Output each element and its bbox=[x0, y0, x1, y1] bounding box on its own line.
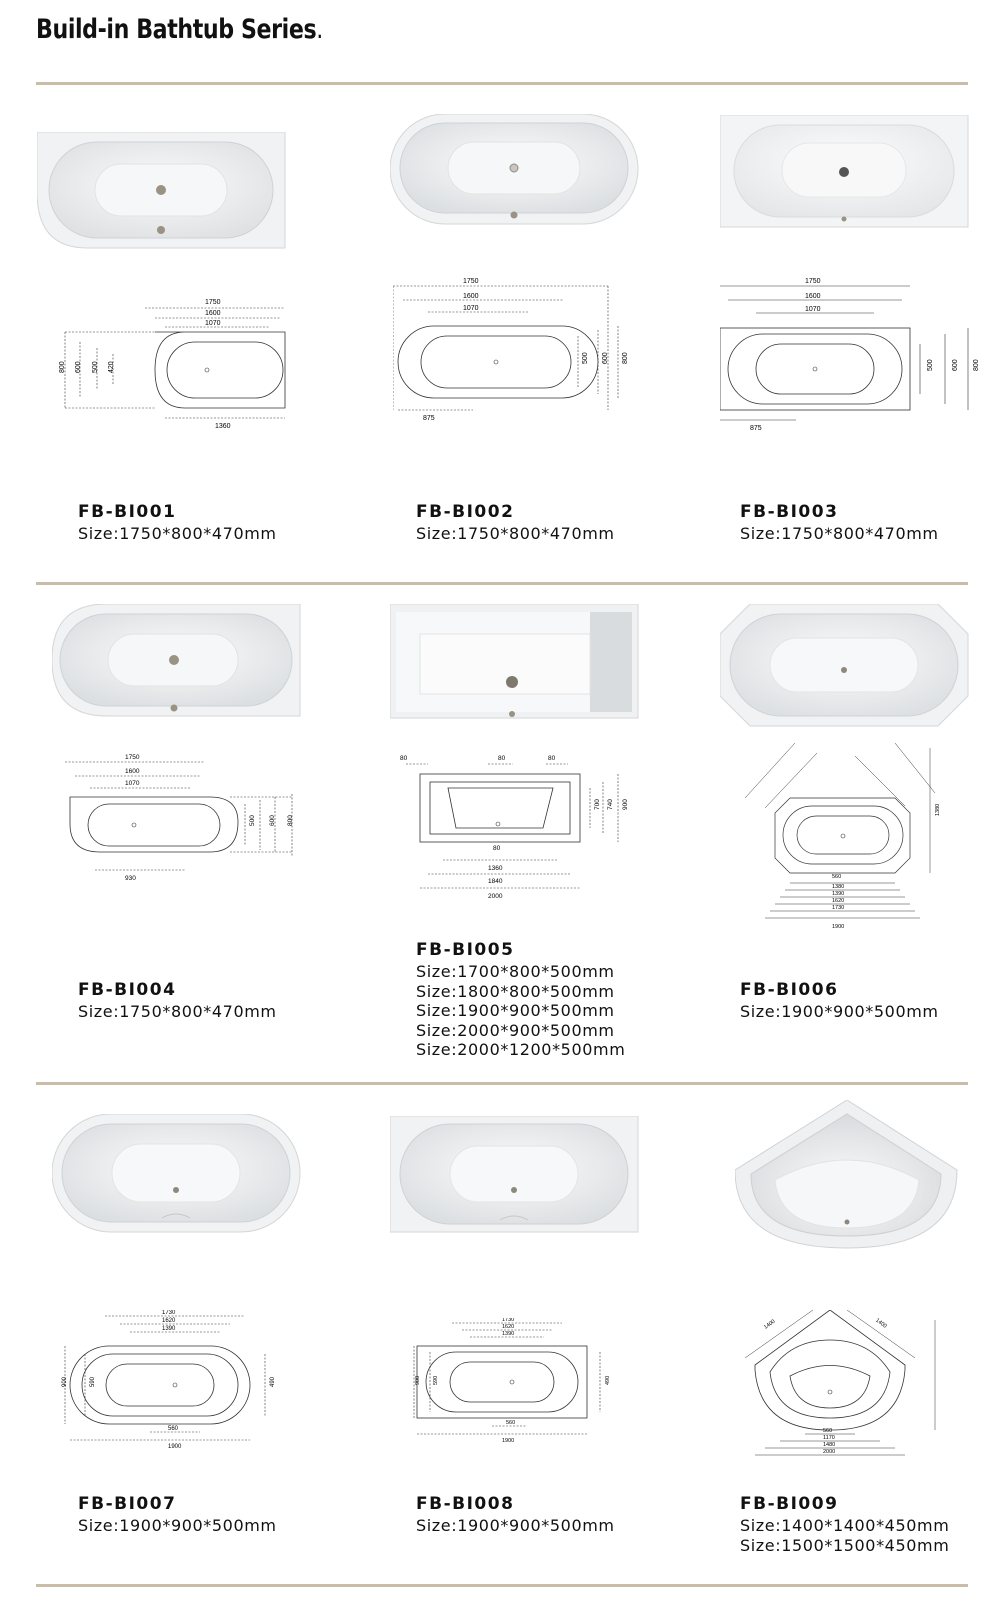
dim-label: 700 bbox=[594, 799, 601, 810]
dim-label: 1840 bbox=[488, 878, 503, 885]
dimension-drawing bbox=[735, 738, 960, 933]
dim-label: 1600 bbox=[205, 310, 221, 317]
dimension-drawing bbox=[60, 752, 310, 892]
divider-row1 bbox=[36, 582, 968, 585]
dim-label: 600 bbox=[602, 352, 609, 364]
model-name: FB-BI006 bbox=[740, 980, 839, 1000]
size-list bbox=[740, 1516, 949, 1555]
model-name: FB-BI005 bbox=[416, 940, 515, 960]
dimension-drawing bbox=[60, 1310, 300, 1450]
bathtub-photo bbox=[390, 604, 640, 720]
dim-label: 1750 bbox=[463, 278, 479, 285]
size-line: Size:1900*900*500mm bbox=[740, 1002, 939, 1021]
dim-label: 1750 bbox=[125, 754, 140, 761]
dim-label: 800 bbox=[59, 361, 66, 373]
model-name: FB-BI003 bbox=[740, 502, 839, 522]
bathtub-photo bbox=[37, 132, 287, 250]
dim-label: 1070 bbox=[125, 780, 140, 787]
size-line: Size:1750*800*470mm bbox=[416, 524, 615, 543]
dimension-drawing bbox=[412, 1318, 632, 1448]
dim-label: 500 bbox=[582, 352, 589, 364]
dim-label: 80 bbox=[498, 755, 506, 762]
dim-label: 1380 bbox=[832, 884, 845, 890]
dim-label: 800 bbox=[287, 815, 294, 826]
dim-label: 590 bbox=[90, 1376, 96, 1387]
dim-label: 1900 bbox=[502, 1438, 515, 1444]
dim-label: 1400 bbox=[874, 1317, 888, 1330]
size-line: Size:1900*900*500mm bbox=[416, 1001, 615, 1020]
dim-label: 1380 bbox=[935, 803, 941, 816]
size-list bbox=[78, 1002, 277, 1022]
dim-label: 1900 bbox=[832, 924, 845, 930]
dimension-drawing bbox=[735, 1310, 960, 1460]
dim-label: 1390 bbox=[832, 891, 845, 897]
divider-bottom bbox=[36, 1584, 968, 1587]
bathtub-photo bbox=[735, 1100, 960, 1250]
model-name: FB-BI004 bbox=[78, 980, 177, 1000]
bathtub-photo bbox=[390, 1116, 640, 1234]
dim-label: 1070 bbox=[205, 320, 221, 327]
size-line: Size:1400*1400*450mm bbox=[740, 1516, 950, 1535]
dim-label: 800 bbox=[973, 359, 980, 371]
dim-label: 500 bbox=[92, 361, 99, 373]
dim-label: 1600 bbox=[125, 768, 140, 775]
page-title-dot: . bbox=[316, 14, 323, 45]
dimension-drawing bbox=[720, 278, 980, 433]
bathtub-photo bbox=[390, 114, 640, 226]
model-name: FB-BI009 bbox=[740, 1494, 839, 1514]
dim-label: 1480 bbox=[823, 1442, 836, 1448]
size-list bbox=[740, 1002, 939, 1022]
dim-label: 590 bbox=[433, 1375, 439, 1385]
page-title bbox=[36, 14, 323, 45]
size-line: Size:1700*800*500mm bbox=[416, 962, 615, 981]
dim-label: 930 bbox=[125, 875, 136, 882]
dim-label: 80 bbox=[548, 755, 556, 762]
dim-label: 80 bbox=[400, 755, 408, 762]
dim-label: 1750 bbox=[805, 278, 821, 285]
size-line: Size:2000*1200*500mm bbox=[416, 1040, 626, 1059]
dim-label: 80 bbox=[493, 845, 501, 852]
dim-label: 1900 bbox=[168, 1444, 182, 1450]
dim-label: 1170 bbox=[823, 1435, 835, 1441]
dim-label: 900 bbox=[415, 1375, 421, 1385]
dim-label: 500 bbox=[927, 359, 934, 371]
dim-label: 1360 bbox=[488, 865, 503, 872]
dim-label: 1620 bbox=[502, 1324, 515, 1330]
dim-label: 1390 bbox=[502, 1331, 515, 1337]
dim-label: 2000 bbox=[488, 893, 503, 900]
dim-label: 600 bbox=[269, 815, 276, 826]
dim-label: 1600 bbox=[805, 293, 821, 300]
dim-label: 2000 bbox=[823, 1449, 836, 1455]
size-line: Size:1900*900*500mm bbox=[78, 1516, 277, 1535]
size-line: Size:1750*800*470mm bbox=[78, 1002, 277, 1021]
dim-label: 875 bbox=[750, 425, 762, 432]
dim-label: 560 bbox=[823, 1428, 833, 1434]
dim-label: 1390 bbox=[162, 1326, 176, 1332]
dim-label: 560 bbox=[832, 874, 842, 880]
size-line: Size:2000*900*500mm bbox=[416, 1020, 615, 1040]
dim-label: 1400 bbox=[763, 1318, 777, 1331]
dim-label: 1730 bbox=[832, 905, 845, 911]
dim-label: 500 bbox=[249, 815, 256, 826]
dim-label: 560 bbox=[168, 1426, 179, 1432]
dimension-drawing bbox=[393, 278, 638, 428]
dimension-drawing bbox=[398, 752, 643, 907]
size-line: Size:1900*900*500mm bbox=[416, 1516, 615, 1535]
size-line: Size:1500*1500*450mm bbox=[740, 1535, 950, 1555]
size-line: Size:1750*800*470mm bbox=[78, 524, 277, 543]
dim-label: 600 bbox=[75, 361, 82, 373]
dim-label: 1600 bbox=[463, 293, 479, 300]
dim-label: 1070 bbox=[805, 306, 821, 313]
size-line: Size:1750*800*470mm bbox=[740, 524, 939, 543]
dim-label: 800 bbox=[622, 352, 629, 364]
dim-label: 875 bbox=[423, 415, 435, 422]
dim-label: 1620 bbox=[162, 1318, 176, 1324]
dim-label: 1730 bbox=[162, 1310, 176, 1316]
dim-label: 600 bbox=[952, 359, 959, 371]
size-list bbox=[740, 524, 939, 544]
page-title-text: Build-in Bathtub Series bbox=[36, 14, 317, 45]
bathtub-photo bbox=[52, 1114, 302, 1234]
dim-label: 490 bbox=[270, 1376, 276, 1387]
size-list bbox=[416, 524, 615, 544]
dim-label: 900 bbox=[62, 1376, 68, 1387]
dim-label: 1620 bbox=[832, 898, 845, 904]
dim-label: 490 bbox=[605, 1375, 611, 1385]
model-name: FB-BI001 bbox=[78, 502, 177, 522]
size-list bbox=[78, 524, 277, 544]
dim-label: 1070 bbox=[463, 305, 479, 312]
dim-label: 740 bbox=[607, 799, 614, 810]
size-line: Size:1800*800*500mm bbox=[416, 981, 615, 1001]
size-list bbox=[78, 1516, 277, 1536]
model-name: FB-BI002 bbox=[416, 502, 515, 522]
divider-top bbox=[36, 82, 968, 85]
dim-label: 560 bbox=[506, 1420, 516, 1426]
dim-label: 1360 bbox=[215, 423, 231, 430]
dimension-drawing bbox=[55, 298, 300, 433]
dim-label: 420 bbox=[108, 361, 115, 373]
bathtub-photo bbox=[720, 604, 970, 728]
dim-label: 1750 bbox=[205, 299, 221, 306]
dim-label: 900 bbox=[622, 799, 629, 810]
bathtub-photo bbox=[720, 115, 970, 229]
divider-row2 bbox=[36, 1082, 968, 1085]
size-list bbox=[416, 1516, 615, 1536]
bathtub-photo bbox=[52, 604, 302, 718]
dim-label: 1730 bbox=[502, 1318, 515, 1323]
model-name: FB-BI008 bbox=[416, 1494, 515, 1514]
model-name: FB-BI007 bbox=[78, 1494, 177, 1514]
size-list bbox=[416, 962, 625, 1060]
